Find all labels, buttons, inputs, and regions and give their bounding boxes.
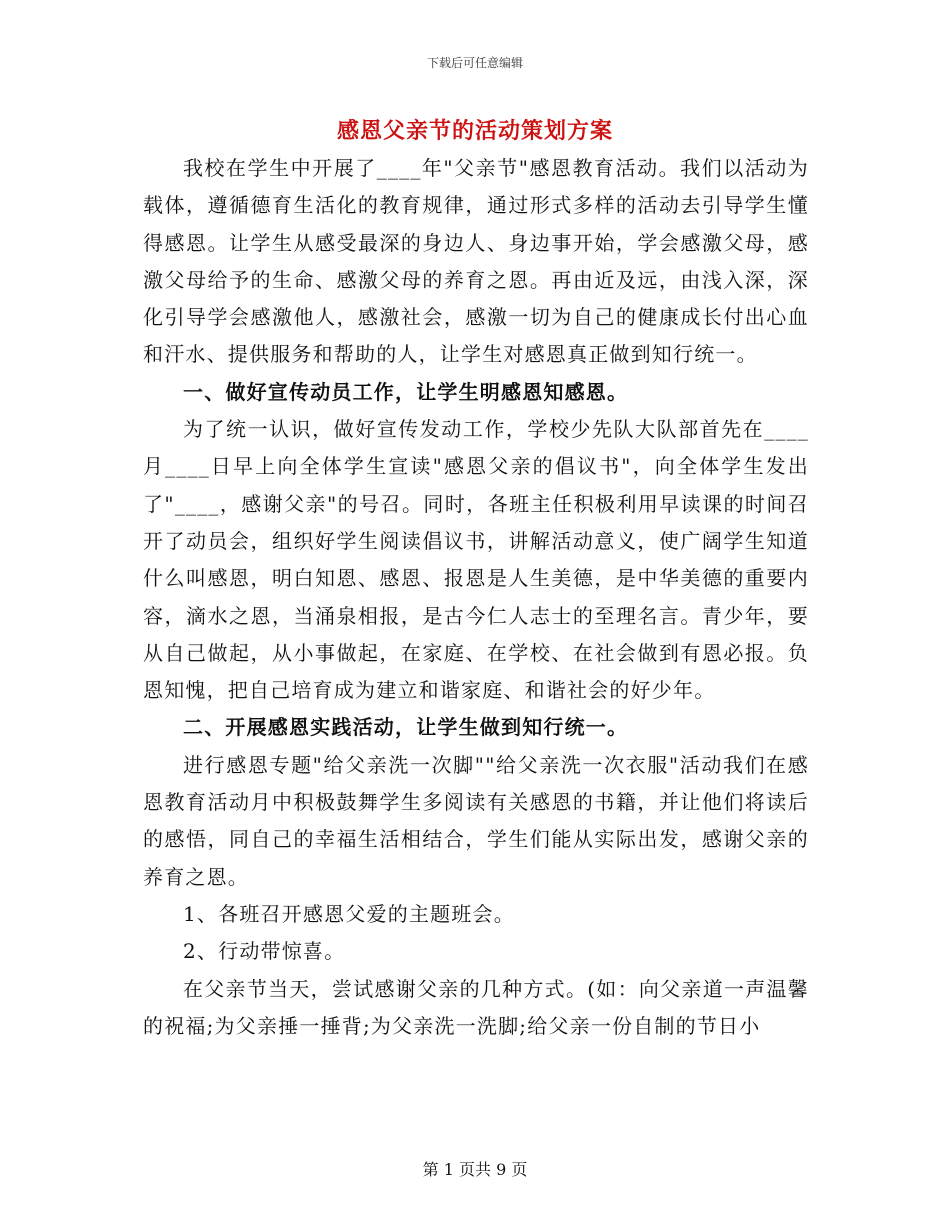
list-item-1: 1、各班召开感恩父爱的主题班会。 xyxy=(183,901,515,926)
document-body xyxy=(143,150,809,1045)
section-2-paragraph: 进行感恩专题"给父亲洗一次脚""给父亲洗一次衣服"活动我们在感恩教育活动月中积极鼓舞学生多阅读有关感恩的书籍，并让他们将读后的感悟，同自己的幸福生活相结合，学生们能从实际出发，感谢父亲的养育之恩。 xyxy=(143,752,809,889)
list-item-2: 2、行动带惊喜。 xyxy=(183,939,346,964)
document-title: 感恩父亲节的活动策划方案 xyxy=(336,118,613,144)
header-note: 下载后可任意编辑 xyxy=(426,56,523,70)
section-heading-2: 二、开展感恩实践活动，让学生做到知行统一。 xyxy=(183,715,629,740)
intro-paragraph: 我校在学生中开展了____年"父亲节"感恩教育活动。我们以活动为载体，遵循德育生活化的教育规律，通过形式多样的活动去引导学生懂得感恩。让学生从感受最深的身边人、身边事开始，学会感激父母，感激父母给予的生命、感激父母的养育之恩。再由近及远，由浅入深，深化引导学会感激他人，感激社会，感激一切为自己的健康成长付出心血和汗水、提供服务和帮助的人，让学生对感恩真正做到知行统一。 xyxy=(143,156,809,367)
section-1-paragraph: 为了统一认识，做好宣传发动工作，学校少先队大队部首先在____月____日早上向全体学生宣读"感恩父亲的倡议书"，向全体学生发出了"____，感谢父亲"的号召。同时，各班主任积极利用早读课的时间召开了动员会，组织好学生阅读倡议书，讲解活动意义，使广阔学生知道什么叫感恩，明白知恩、感恩、报恩是人生美德，是中华美德的重要内容，滴水之恩，当涌泉相报，是古今仁人志士的至理名言。青少年，要从自己做起，从小事做起，在家庭、在学校、在社会做到有恩必报。负恩知愧，把自己培育成为建立和谐家庭、和谐社会的好少年。 xyxy=(143,417,809,703)
section-2-detail-paragraph: 在父亲节当天，尝试感谢父亲的几种方式。(如：向父亲道一声温馨的祝福;为父亲捶一捶背;为父亲洗一洗脚;给父亲一份自制的节日小 xyxy=(143,976,809,1038)
section-heading-1: 一、做好宣传动员工作，让学生明感恩知感恩。 xyxy=(183,379,629,404)
page-number-footer: 第 1 页共 9 页 xyxy=(422,1160,528,1179)
